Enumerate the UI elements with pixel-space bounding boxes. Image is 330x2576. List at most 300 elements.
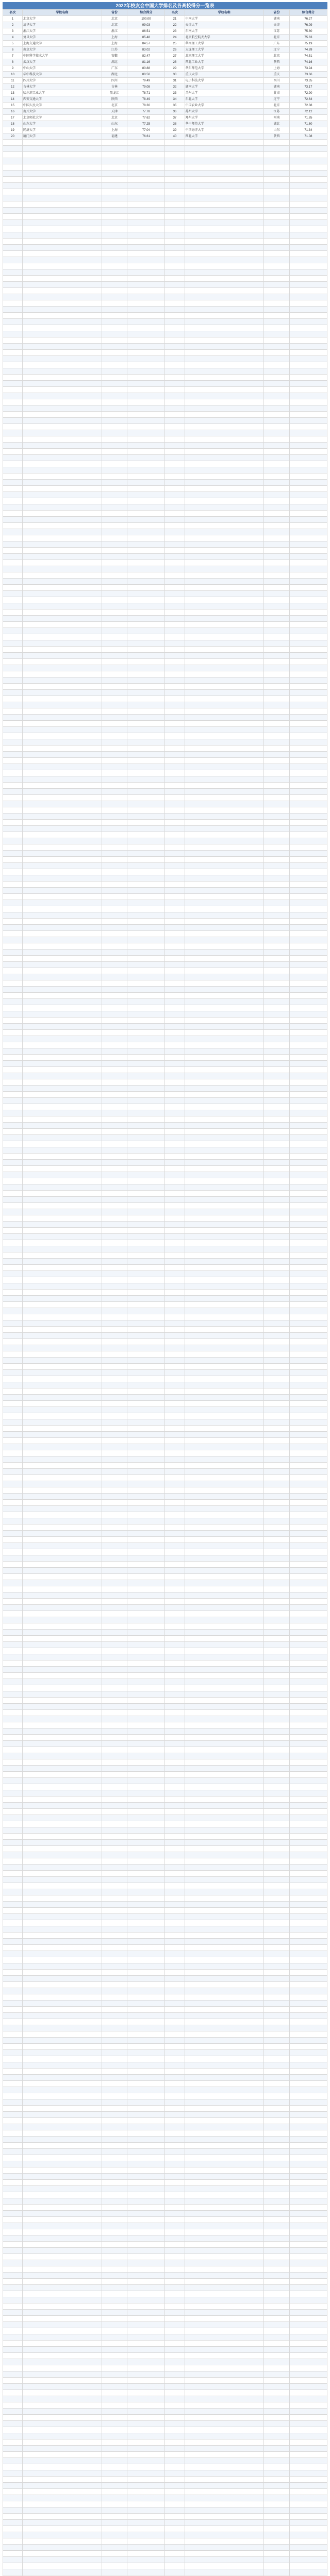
table-cell bbox=[102, 2223, 127, 2229]
table-cell bbox=[3, 1877, 23, 1883]
table-cell bbox=[165, 2143, 185, 2149]
cell-province-left: 湖北 bbox=[102, 59, 127, 65]
table-row bbox=[3, 430, 327, 436]
table-cell bbox=[127, 1747, 165, 1753]
table-cell bbox=[127, 2124, 165, 2130]
table-cell bbox=[289, 2365, 327, 2371]
table-cell bbox=[127, 616, 165, 622]
table-row bbox=[3, 2446, 327, 2452]
cell-score-left: 76.61 bbox=[127, 133, 165, 140]
table-cell bbox=[3, 2279, 23, 2285]
table-cell bbox=[127, 696, 165, 702]
table-cell bbox=[127, 962, 165, 968]
table-cell bbox=[3, 1790, 23, 1797]
table-cell bbox=[264, 294, 290, 300]
table-cell bbox=[23, 1110, 102, 1116]
table-cell bbox=[264, 1246, 290, 1252]
table-cell bbox=[264, 2075, 290, 2081]
table-cell bbox=[264, 1605, 290, 1611]
table-cell bbox=[3, 2464, 23, 2470]
table-cell bbox=[23, 2365, 102, 2371]
table-cell bbox=[23, 2217, 102, 2223]
table-cell bbox=[165, 2211, 185, 2217]
table-cell bbox=[127, 1061, 165, 1067]
table-cell bbox=[289, 1005, 327, 1011]
table-cell bbox=[289, 1500, 327, 1506]
table-cell bbox=[289, 2211, 327, 2217]
table-cell bbox=[102, 1259, 127, 1265]
table-cell bbox=[3, 1048, 23, 1055]
table-cell bbox=[264, 1586, 290, 1592]
table-cell bbox=[289, 585, 327, 591]
table-cell bbox=[3, 1011, 23, 1018]
table-cell bbox=[23, 1611, 102, 1617]
table-cell bbox=[264, 1092, 290, 1098]
table-cell bbox=[264, 1933, 290, 1939]
table-cell bbox=[3, 1852, 23, 1858]
table-row bbox=[3, 956, 327, 962]
table-row bbox=[3, 362, 327, 368]
table-cell bbox=[264, 807, 290, 814]
table-cell bbox=[165, 2050, 185, 2056]
table-cell bbox=[264, 2137, 290, 2143]
table-cell bbox=[264, 2124, 290, 2130]
table-cell bbox=[23, 937, 102, 943]
table-cell bbox=[23, 1036, 102, 1042]
table-cell bbox=[289, 1685, 327, 1691]
table-cell bbox=[264, 387, 290, 393]
table-cell bbox=[289, 1592, 327, 1599]
table-row bbox=[3, 2495, 327, 2501]
table-cell bbox=[264, 1549, 290, 1555]
table-cell bbox=[185, 220, 264, 226]
table-row bbox=[3, 2365, 327, 2371]
table-cell bbox=[23, 1024, 102, 1030]
table-cell bbox=[264, 987, 290, 993]
table-cell bbox=[185, 511, 264, 517]
table-cell bbox=[165, 844, 185, 851]
table-cell bbox=[102, 2347, 127, 2353]
table-row bbox=[3, 1580, 327, 1586]
table-cell bbox=[264, 1116, 290, 1123]
table-cell bbox=[264, 869, 290, 875]
cell-province-right: 辽宁 bbox=[264, 47, 290, 53]
table-cell bbox=[23, 2254, 102, 2260]
table-cell bbox=[127, 1283, 165, 1290]
table-cell bbox=[3, 2260, 23, 2266]
cell-school-right: 中南大学 bbox=[185, 16, 264, 22]
table-cell bbox=[3, 1240, 23, 1246]
table-row bbox=[3, 1456, 327, 1463]
table-cell bbox=[127, 1815, 165, 1821]
table-cell bbox=[264, 2149, 290, 2155]
table-cell bbox=[3, 1963, 23, 1970]
table-cell bbox=[127, 1623, 165, 1630]
table-cell bbox=[165, 1877, 185, 1883]
table-cell bbox=[264, 356, 290, 362]
table-cell bbox=[3, 1883, 23, 1889]
table-cell bbox=[289, 820, 327, 826]
table-cell bbox=[102, 579, 127, 585]
table-cell bbox=[165, 1531, 185, 1537]
table-cell bbox=[165, 1599, 185, 1605]
table-row bbox=[3, 1753, 327, 1759]
table-cell bbox=[127, 1092, 165, 1098]
table-cell bbox=[23, 770, 102, 776]
table-cell bbox=[289, 2538, 327, 2545]
table-cell bbox=[264, 1716, 290, 1722]
table-cell bbox=[3, 2192, 23, 2198]
table-cell bbox=[185, 2458, 264, 2464]
table-cell bbox=[264, 1222, 290, 1228]
table-cell bbox=[289, 2118, 327, 2124]
table-cell bbox=[264, 857, 290, 863]
table-cell bbox=[127, 2334, 165, 2341]
table-row bbox=[3, 727, 327, 733]
table-cell bbox=[23, 869, 102, 875]
table-row bbox=[3, 78, 327, 84]
table-cell bbox=[289, 1970, 327, 1976]
table-cell bbox=[165, 1939, 185, 1945]
table-cell bbox=[3, 770, 23, 776]
table-cell bbox=[289, 1345, 327, 1351]
table-cell bbox=[3, 1320, 23, 1327]
table-cell bbox=[127, 801, 165, 807]
table-cell bbox=[23, 331, 102, 337]
table-cell bbox=[23, 572, 102, 579]
table-cell bbox=[165, 276, 185, 282]
table-cell bbox=[264, 1401, 290, 1407]
table-cell bbox=[3, 1574, 23, 1580]
cell-score-right: 71.85 bbox=[289, 115, 327, 121]
table-cell bbox=[264, 325, 290, 331]
table-row bbox=[3, 1500, 327, 1506]
table-cell bbox=[3, 2242, 23, 2248]
table-cell bbox=[23, 1871, 102, 1877]
table-cell bbox=[102, 2130, 127, 2137]
table-cell bbox=[165, 350, 185, 356]
table-cell bbox=[185, 1790, 264, 1797]
table-cell bbox=[3, 2161, 23, 2167]
table-cell bbox=[264, 1290, 290, 1296]
table-cell bbox=[289, 245, 327, 251]
table-row bbox=[3, 2186, 327, 2192]
table-cell bbox=[289, 1759, 327, 1766]
table-cell bbox=[185, 523, 264, 529]
table-cell bbox=[127, 1215, 165, 1222]
table-cell bbox=[127, 2118, 165, 2124]
table-cell bbox=[102, 2483, 127, 2489]
table-cell bbox=[185, 517, 264, 523]
table-cell bbox=[165, 795, 185, 801]
table-cell bbox=[102, 1902, 127, 1908]
table-row bbox=[3, 2007, 327, 2013]
table-cell bbox=[3, 1660, 23, 1667]
table-cell bbox=[165, 1537, 185, 1543]
table-cell bbox=[3, 1283, 23, 1290]
table-cell bbox=[165, 1450, 185, 1456]
table-row bbox=[3, 1147, 327, 1154]
table-cell bbox=[23, 1994, 102, 2001]
table-cell bbox=[264, 1790, 290, 1797]
table-cell bbox=[165, 1895, 185, 1902]
table-cell bbox=[102, 232, 127, 239]
table-row bbox=[3, 554, 327, 560]
table-cell bbox=[289, 1648, 327, 1654]
table-cell bbox=[127, 1320, 165, 1327]
table-cell bbox=[23, 733, 102, 739]
table-cell bbox=[3, 2155, 23, 2161]
table-cell bbox=[102, 585, 127, 591]
table-cell bbox=[264, 1240, 290, 1246]
table-row bbox=[3, 999, 327, 1005]
table-cell bbox=[289, 2297, 327, 2303]
table-cell bbox=[23, 665, 102, 671]
table-row bbox=[3, 1914, 327, 1920]
table-cell bbox=[3, 356, 23, 362]
table-cell bbox=[3, 943, 23, 950]
table-cell bbox=[127, 177, 165, 183]
table-row bbox=[3, 127, 327, 133]
cell-province-left: 四川 bbox=[102, 78, 127, 84]
table-cell bbox=[3, 2031, 23, 2038]
table-cell bbox=[127, 653, 165, 659]
cell-school-left: 厦门大学 bbox=[23, 133, 102, 140]
table-cell bbox=[165, 640, 185, 647]
table-cell bbox=[23, 1370, 102, 1376]
table-row bbox=[3, 1636, 327, 1642]
table-cell bbox=[289, 999, 327, 1005]
table-cell bbox=[102, 857, 127, 863]
table-cell bbox=[264, 2211, 290, 2217]
table-cell bbox=[165, 1574, 185, 1580]
table-cell bbox=[165, 2093, 185, 2099]
table-cell bbox=[3, 2093, 23, 2099]
table-cell bbox=[165, 2378, 185, 2384]
table-cell bbox=[185, 541, 264, 548]
table-cell bbox=[102, 2025, 127, 2031]
table-cell bbox=[102, 1011, 127, 1018]
table-cell bbox=[185, 826, 264, 832]
table-cell bbox=[289, 1135, 327, 1141]
table-cell bbox=[102, 1154, 127, 1160]
table-cell bbox=[264, 919, 290, 925]
table-cell bbox=[3, 2062, 23, 2069]
table-cell bbox=[23, 647, 102, 653]
table-cell bbox=[102, 1834, 127, 1840]
table-row bbox=[3, 1537, 327, 1543]
table-cell bbox=[289, 1147, 327, 1154]
table-cell bbox=[23, 473, 102, 480]
table-row bbox=[3, 59, 327, 65]
table-cell bbox=[264, 1388, 290, 1395]
table-row bbox=[3, 1116, 327, 1123]
table-cell bbox=[127, 1086, 165, 1092]
table-cell bbox=[289, 1957, 327, 1963]
table-cell bbox=[165, 585, 185, 591]
table-cell bbox=[165, 2316, 185, 2322]
table-cell bbox=[127, 1821, 165, 1827]
cell-score-right: 76.27 bbox=[289, 16, 327, 22]
table-cell bbox=[165, 140, 185, 146]
table-cell bbox=[3, 1803, 23, 1809]
table-cell bbox=[102, 2118, 127, 2124]
table-row bbox=[3, 424, 327, 430]
table-cell bbox=[264, 980, 290, 987]
table-cell bbox=[264, 1691, 290, 1698]
table-cell bbox=[289, 424, 327, 430]
table-cell bbox=[289, 814, 327, 820]
table-cell bbox=[3, 2433, 23, 2439]
table-cell bbox=[3, 2099, 23, 2106]
table-cell bbox=[23, 2334, 102, 2341]
table-cell bbox=[289, 2415, 327, 2421]
table-cell bbox=[3, 1364, 23, 1370]
table-cell bbox=[165, 1698, 185, 1704]
table-cell bbox=[165, 325, 185, 331]
table-row bbox=[3, 337, 327, 344]
table-cell bbox=[127, 2557, 165, 2563]
table-cell bbox=[264, 1407, 290, 1413]
table-cell bbox=[165, 1246, 185, 1252]
table-cell bbox=[289, 2477, 327, 2483]
table-row bbox=[3, 1048, 327, 1055]
table-cell bbox=[264, 882, 290, 888]
table-cell bbox=[23, 900, 102, 906]
table-cell bbox=[23, 399, 102, 405]
table-cell bbox=[23, 1568, 102, 1574]
table-cell bbox=[289, 1667, 327, 1673]
table-cell bbox=[264, 2186, 290, 2192]
table-cell bbox=[102, 1228, 127, 1234]
table-cell bbox=[3, 1308, 23, 1314]
table-cell bbox=[102, 1110, 127, 1116]
table-cell bbox=[165, 1345, 185, 1351]
table-cell bbox=[127, 2421, 165, 2427]
table-cell bbox=[264, 208, 290, 214]
table-cell bbox=[289, 461, 327, 467]
table-row bbox=[3, 2062, 327, 2069]
table-cell bbox=[127, 307, 165, 313]
table-cell bbox=[3, 554, 23, 560]
table-cell bbox=[23, 350, 102, 356]
table-cell bbox=[102, 2551, 127, 2557]
table-cell bbox=[3, 653, 23, 659]
table-cell bbox=[289, 696, 327, 702]
table-cell bbox=[165, 2106, 185, 2112]
table-cell bbox=[127, 1790, 165, 1797]
table-cell bbox=[289, 2371, 327, 2378]
table-cell bbox=[165, 838, 185, 844]
table-cell bbox=[3, 1654, 23, 1660]
table-row bbox=[3, 1228, 327, 1234]
table-cell bbox=[23, 480, 102, 486]
cell-school-right: 郑州大学 bbox=[185, 115, 264, 121]
table-cell bbox=[165, 1271, 185, 1277]
table-cell bbox=[264, 2569, 290, 2575]
table-cell bbox=[102, 1815, 127, 1821]
table-cell bbox=[127, 1605, 165, 1611]
table-cell bbox=[289, 1660, 327, 1667]
table-cell bbox=[3, 851, 23, 857]
table-cell bbox=[289, 1154, 327, 1160]
table-cell bbox=[185, 1345, 264, 1351]
table-cell bbox=[165, 1803, 185, 1809]
table-row bbox=[3, 1086, 327, 1092]
table-cell bbox=[289, 1531, 327, 1537]
table-cell bbox=[165, 1623, 185, 1630]
table-cell bbox=[289, 1339, 327, 1345]
table-cell bbox=[264, 616, 290, 622]
table-cell bbox=[289, 1024, 327, 1030]
table-cell bbox=[264, 2365, 290, 2371]
table-cell bbox=[185, 1302, 264, 1308]
table-cell bbox=[127, 1228, 165, 1234]
table-cell bbox=[289, 993, 327, 999]
table-cell bbox=[289, 2266, 327, 2273]
table-cell bbox=[127, 1673, 165, 1679]
table-cell bbox=[264, 1073, 290, 1079]
table-cell bbox=[264, 628, 290, 634]
cell-province-right: 陕西 bbox=[264, 59, 290, 65]
table-cell bbox=[185, 1147, 264, 1154]
table-cell bbox=[165, 2223, 185, 2229]
table-cell bbox=[165, 2013, 185, 2019]
table-cell bbox=[127, 1469, 165, 1475]
table-cell bbox=[127, 1370, 165, 1376]
table-cell bbox=[23, 1011, 102, 1018]
table-cell bbox=[3, 140, 23, 146]
table-cell bbox=[127, 2279, 165, 2285]
table-cell bbox=[289, 1494, 327, 1500]
table-cell bbox=[185, 2217, 264, 2223]
table-cell bbox=[102, 1852, 127, 1858]
table-cell bbox=[264, 486, 290, 492]
cell-province-right: 山东 bbox=[264, 127, 290, 133]
table-cell bbox=[23, 1778, 102, 1784]
table-cell bbox=[3, 1469, 23, 1475]
table-cell bbox=[264, 1067, 290, 1073]
table-cell bbox=[102, 1933, 127, 1939]
table-row bbox=[3, 1543, 327, 1549]
table-cell bbox=[23, 2310, 102, 2316]
table-cell bbox=[185, 1883, 264, 1889]
cell-rank-left: 17 bbox=[3, 115, 23, 121]
table-row bbox=[3, 974, 327, 980]
table-cell bbox=[185, 1623, 264, 1630]
table-cell bbox=[185, 1172, 264, 1178]
table-cell bbox=[127, 1902, 165, 1908]
table-row bbox=[3, 313, 327, 319]
table-cell bbox=[185, 226, 264, 232]
table-cell bbox=[289, 1283, 327, 1290]
table-cell bbox=[165, 1933, 185, 1939]
table-cell bbox=[3, 1592, 23, 1599]
table-cell bbox=[264, 2242, 290, 2248]
table-cell bbox=[102, 752, 127, 758]
table-cell bbox=[102, 1710, 127, 1716]
cell-school-right: 北京航空航天大学 bbox=[185, 35, 264, 41]
table-cell bbox=[289, 597, 327, 603]
table-cell bbox=[127, 443, 165, 449]
table-cell bbox=[23, 1481, 102, 1487]
table-cell bbox=[264, 832, 290, 838]
table-cell bbox=[3, 2130, 23, 2137]
table-cell bbox=[185, 1296, 264, 1302]
table-cell bbox=[165, 2396, 185, 2402]
table-cell bbox=[3, 1673, 23, 1679]
cell-province-left: 北京 bbox=[102, 103, 127, 109]
